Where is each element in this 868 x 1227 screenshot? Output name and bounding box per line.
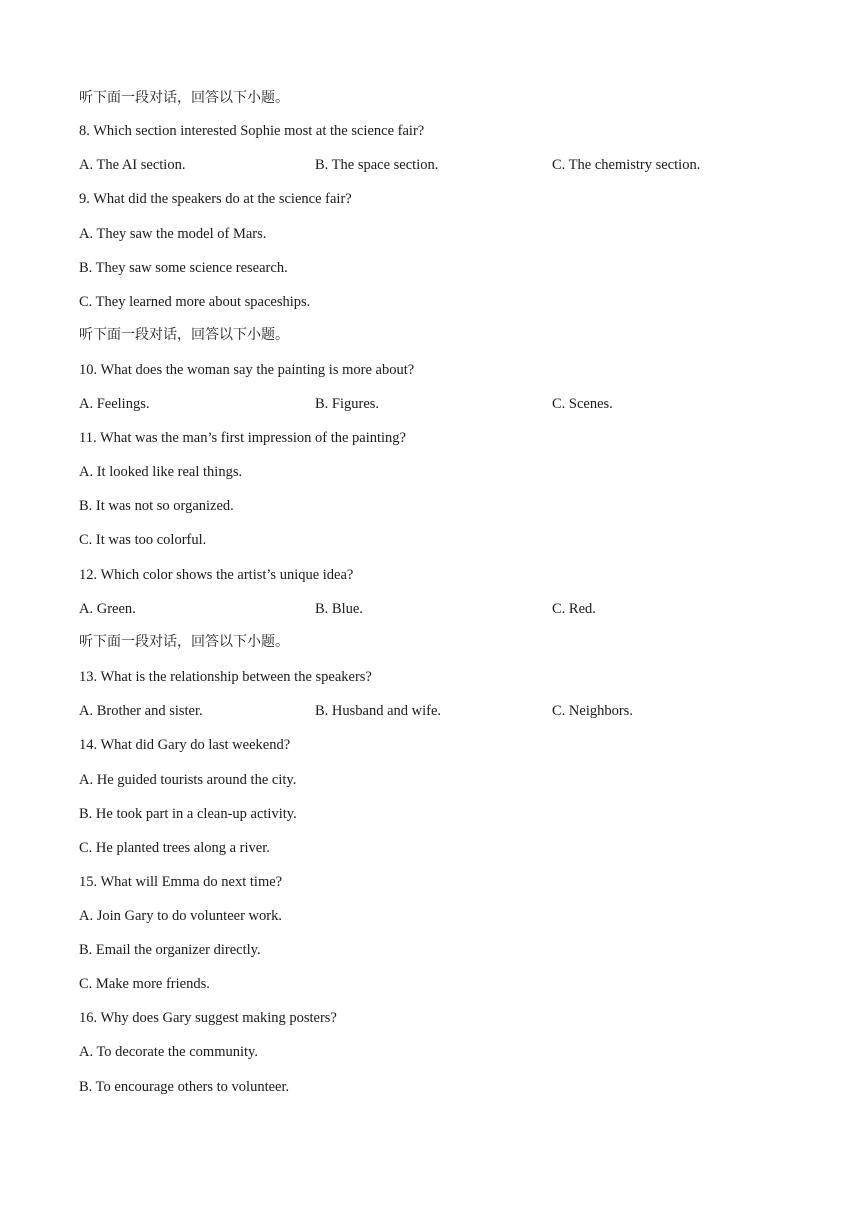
- option-c: C. It was too colorful.: [79, 532, 207, 548]
- question-stem: 10. What does the woman say the painting is more about?: [79, 362, 415, 378]
- question-stem: 9. What did the speakers do at the science fair?: [79, 191, 352, 207]
- question-stem: 14. What did Gary do last weekend?: [79, 737, 291, 753]
- option-a: A. Green.: [79, 601, 136, 617]
- option-c: C. Make more friends.: [79, 976, 210, 992]
- section-instruction: 听下面一段对话，回答以下小题。: [79, 90, 289, 106]
- option-b: B. The space section.: [315, 157, 439, 173]
- option-a: A. To decorate the community.: [79, 1044, 258, 1060]
- option-a: A. It looked like real things.: [79, 464, 243, 480]
- option-c: C. Scenes.: [552, 396, 613, 412]
- option-c: C. Neighbors.: [552, 703, 633, 719]
- option-c: C. They learned more about spaceships.: [79, 294, 311, 310]
- option-c: C. Red.: [552, 601, 596, 617]
- question-stem: 16. Why does Gary suggest making posters?: [79, 1010, 337, 1026]
- question-stem: 11. What was the man’s first impression of the painting?: [79, 430, 406, 446]
- question-stem: 13. What is the relationship between the speakers?: [79, 669, 372, 685]
- option-b: B. Blue.: [315, 601, 363, 617]
- section-instruction: 听下面一段对话，回答以下小题。: [79, 634, 289, 650]
- question-stem: 8. Which section interested Sophie most at the science fair?: [79, 123, 425, 139]
- option-a: A. Join Gary to do volunteer work.: [79, 908, 282, 924]
- option-b: B. To encourage others to volunteer.: [79, 1079, 290, 1095]
- option-c: C. The chemistry section.: [552, 157, 701, 173]
- option-b: B. Husband and wife.: [315, 703, 442, 719]
- option-a: A. Feelings.: [79, 396, 150, 412]
- option-a: A. He guided tourists around the city.: [79, 772, 297, 788]
- question-stem: 12. Which color shows the artist’s unique idea?: [79, 567, 354, 583]
- option-a: A. Brother and sister.: [79, 703, 203, 719]
- option-b: B. Email the organizer directly.: [79, 942, 261, 958]
- section-instruction: 听下面一段对话，回答以下小题。: [79, 327, 289, 343]
- option-b: B. It was not so organized.: [79, 498, 234, 514]
- question-stem: 15. What will Emma do next time?: [79, 874, 283, 890]
- option-b: B. They saw some science research.: [79, 260, 288, 276]
- option-a: A. They saw the model of Mars.: [79, 226, 267, 242]
- option-a: A. The AI section.: [79, 157, 186, 173]
- option-b: B. Figures.: [315, 396, 380, 412]
- option-b: B. He took part in a clean-up activity.: [79, 806, 297, 822]
- option-c: C. He planted trees along a river.: [79, 840, 270, 856]
